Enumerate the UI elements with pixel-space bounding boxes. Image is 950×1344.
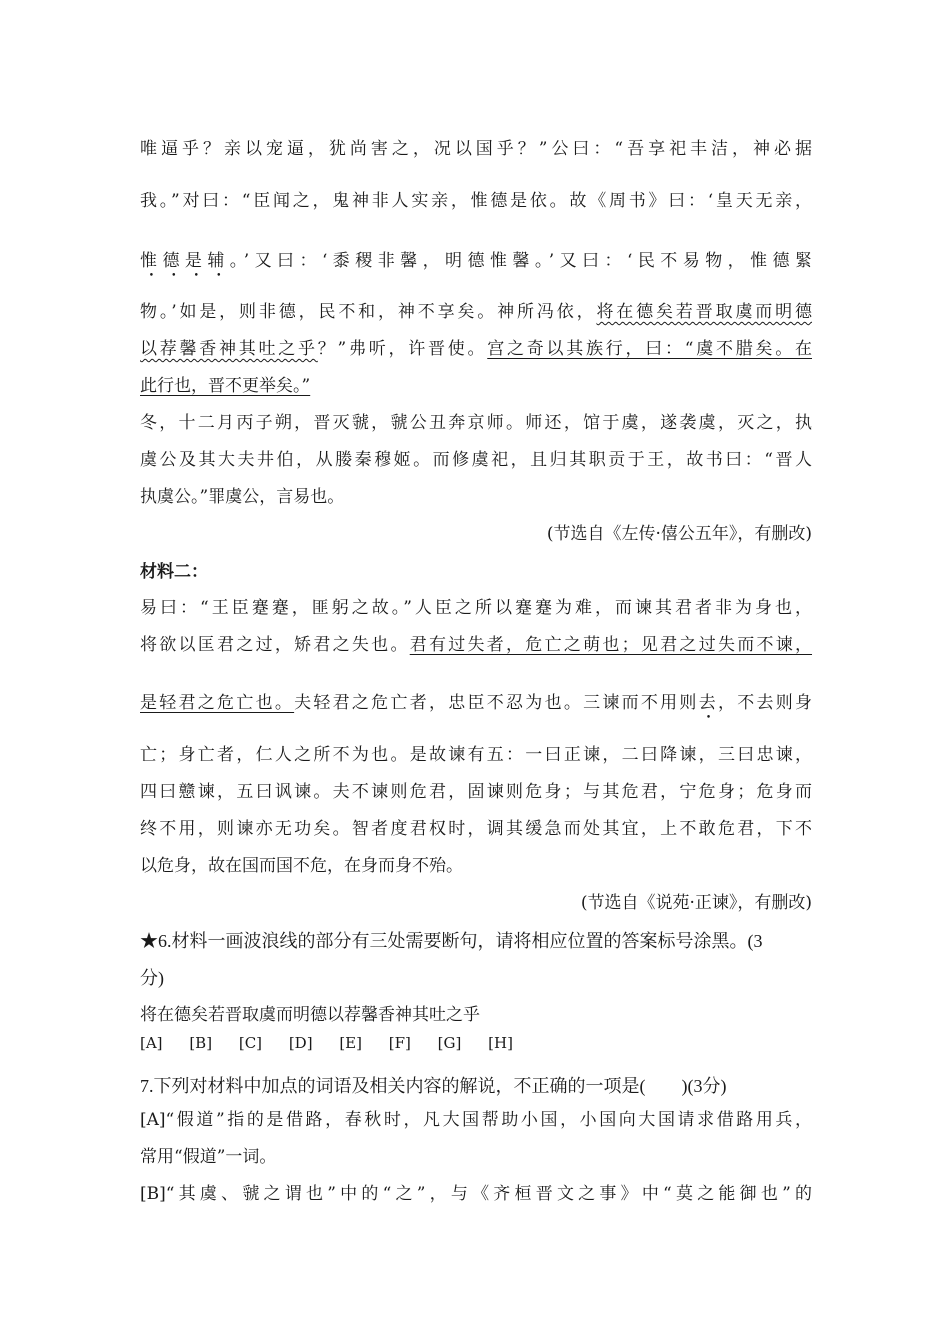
passage1-line-3-rest: 。’又曰：‘黍稷非馨，明德惟馨。’又曰：‘民不易物，惟德緊 — [229, 251, 812, 271]
option-a[interactable]: [A] — [140, 1034, 163, 1052]
option-e[interactable]: [E] — [339, 1034, 362, 1052]
option-f[interactable]: [F] — [388, 1034, 411, 1052]
passage1-line-1: 唯逼乎？亲以宠逼，犹尚害之，况以国乎？”公曰：“吾享祀丰洁，神必据 — [140, 139, 812, 159]
passage2-line-2-text: 将欲以匡君之过，矫君之失也。 — [140, 635, 410, 655]
question-7-stem: 7.下列对材料中加点的词语及相关内容的解说，不正确的一项是( )(3分) — [140, 1076, 727, 1096]
answer-options — [140, 1032, 525, 1054]
question-7-option-a-line-2: 常用“假道”一词。 — [140, 1147, 277, 1167]
passage1-line-9: 执虞公。”罪虞公，言易也。 — [140, 487, 345, 507]
question-6-line-2: 分) — [140, 968, 164, 988]
passage2-line-3 — [140, 691, 812, 723]
passage1-line-5 — [140, 337, 812, 361]
option-c[interactable]: [C] — [238, 1034, 263, 1052]
passage1-line-4-text: 物。’如是，则非德，民不和，神不享矣。神所冯依， — [140, 302, 597, 322]
wavy-underlined-phrase-2: 以荐馨香神其吐之乎 — [140, 339, 318, 359]
passage2-line-1: 易曰：“王臣蹇蹇，匪躬之故。”人臣之所以蹇蹇为难，而谏其君者非为身也， — [140, 598, 812, 618]
passage2-line-3-text: 夫轻君之危亡者，忠臣不忍为也。三谏而不用则 — [294, 693, 699, 713]
question-7-option-a-line-1: [A]“假道”指的是借路，春秋时，凡大国帮助小国，小国向大国请求借路用兵， — [140, 1110, 812, 1130]
passage1-line-8: 虞公及其大夫井伯，从媵秦穆姬。而修虞祀，且归其职贡于王，故书曰：“晋人 — [140, 450, 812, 470]
question-7-option-b-line-1: [B]“其虞、虢之谓也”中的“之”，与《齐桓晋文之事》中“莫之能御也”的 — [140, 1184, 812, 1204]
underlined-phrase-1b: 此行也，晋不更举矣。” — [140, 376, 311, 396]
dotted-phrase: 惟德是辅 — [140, 251, 230, 271]
option-b[interactable]: [B] — [189, 1034, 213, 1052]
question-6-line-1: ★6.材料一画波浪线的部分有三处需要断句，请将相应位置的答案标号涂黑。(3 — [140, 931, 763, 951]
option-d[interactable]: [D] — [288, 1034, 313, 1052]
underlined-phrase-1: 宫之奇以其族行，曰：“虞不腊矣。在 — [487, 339, 812, 359]
passage2-heading: 材料二： — [140, 562, 208, 582]
passage2-line-2 — [140, 633, 812, 657]
passage1-source: (节选自《左传·僖公五年》，有删改) — [546, 524, 812, 544]
passage1-line-5-text: ？”弗听，许晋使。 — [317, 339, 488, 359]
option-g[interactable]: [G] — [437, 1034, 462, 1052]
wavy-underlined-phrase-1: 将在德矣若晋取虞而明德 — [596, 302, 813, 322]
passage2-source: (节选自《说苑·正谏》，有删改) — [580, 893, 812, 913]
passage2-line-7: 以危身，故在国而国不危，在身而身不殆。 — [140, 856, 463, 876]
passage1-line-2: 我。”对曰：“臣闻之，鬼神非人实亲，惟德是依。故《周书》曰：‘皇天无亲， — [140, 191, 812, 211]
passage1-line-3 — [140, 249, 812, 281]
passage1-line-7: 冬，十二月丙子朔，晋灭虢，虢公丑奔京师。师还，馆于虞，遂袭虞，灭之，执 — [140, 413, 812, 433]
passage1-line-4 — [140, 300, 812, 324]
question-6-sentence: 将在德矣若晋取虞而明德以荐馨香神其吐之乎 — [140, 1005, 480, 1025]
passage2-line-3-end: ，不去则身 — [717, 693, 813, 713]
option-h[interactable]: [H] — [488, 1034, 513, 1052]
passage2-line-6: 终不用，则谏亦无功矣。智者度君权时，调其缓急而处其宜，上不敢危君，下不 — [140, 819, 812, 839]
dotted-word: 去 — [698, 693, 718, 713]
passage1-line-6 — [140, 374, 812, 398]
underlined-sentence-2: 君有过失者，危亡之萌也；见君之过失而不谏， — [409, 635, 813, 655]
underlined-sentence-2b: 是轻君之危亡也。 — [140, 693, 295, 713]
passage2-line-5: 四曰戆谏，五曰讽谏。夫不谏则危君，固谏则危身；与其危君，宁危身；危身而 — [140, 782, 812, 802]
passage2-line-4: 亡；身亡者，仁人之所不为也。是故谏有五：一曰正谏，二曰降谏，三曰忠谏， — [140, 745, 812, 765]
